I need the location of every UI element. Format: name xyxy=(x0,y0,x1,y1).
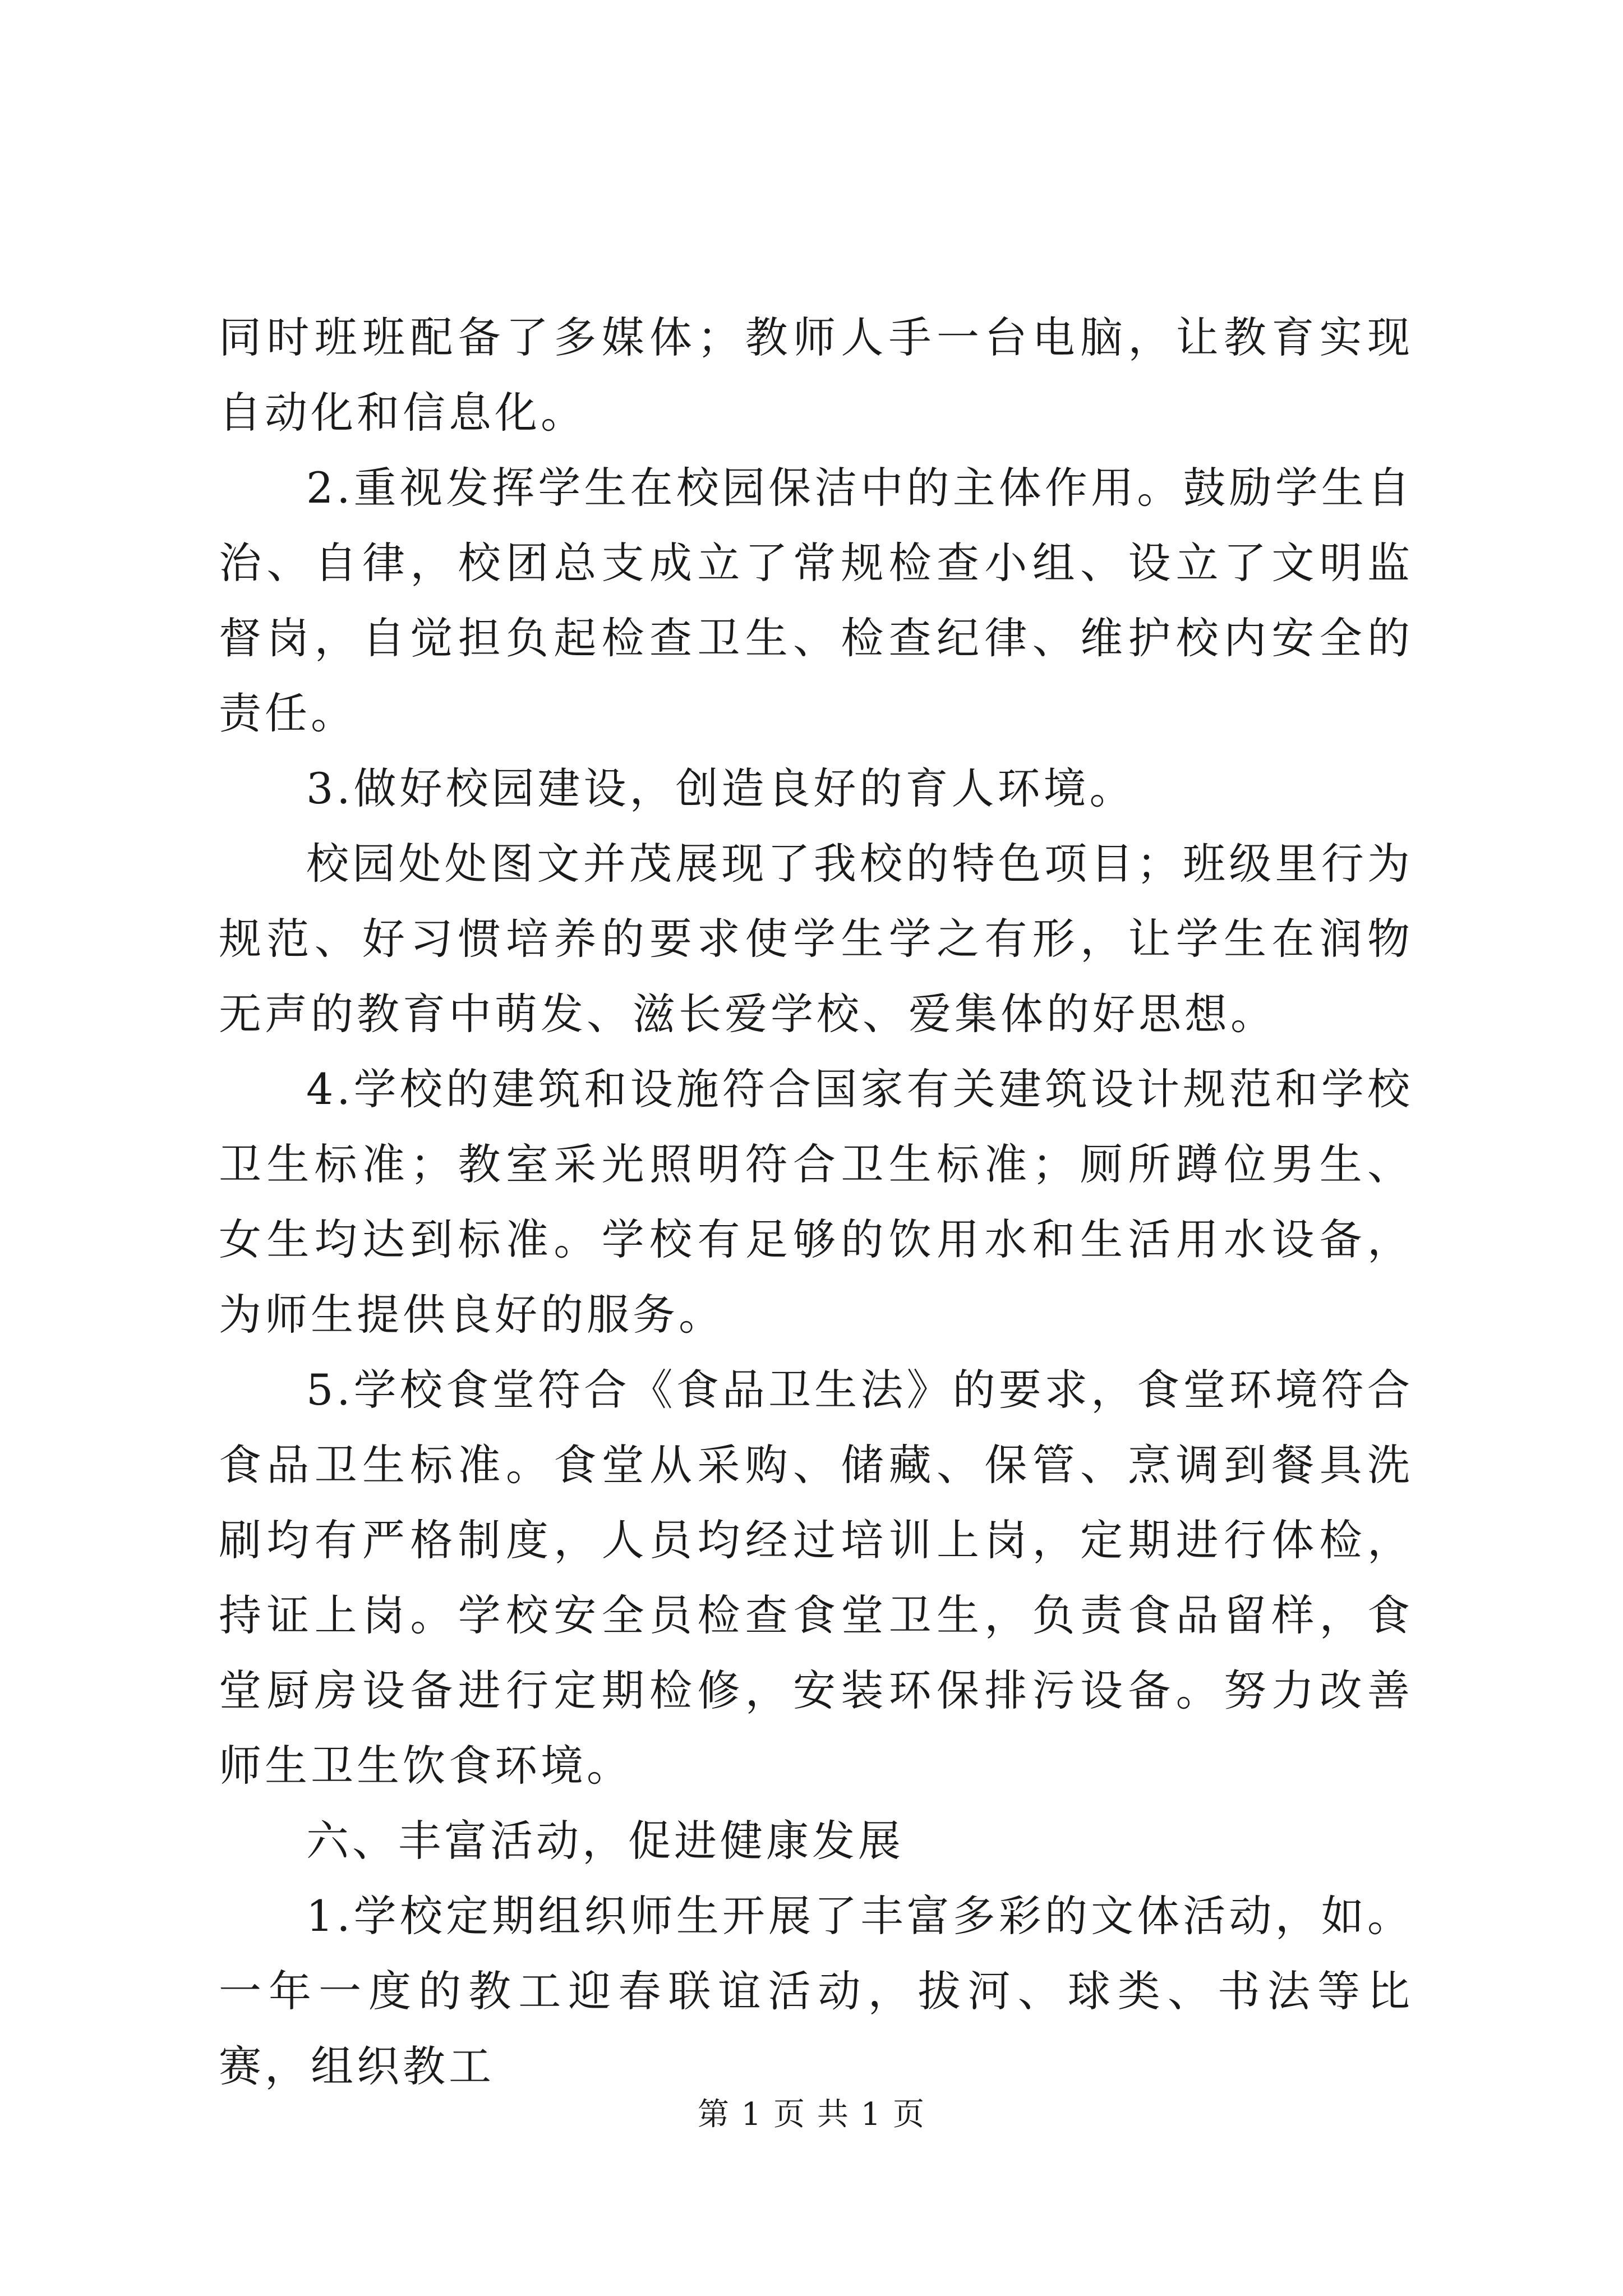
paragraph-item-2: 2.重视发挥学生在校园保洁中的主体作用。鼓励学生自治、自律，校团总支成立了常规检查小组、设立了文明监督岗，自觉担负起检查卫生、检查纪律、维护校内安全的责任。 xyxy=(219,463,1413,738)
paragraph-campus: 校园处处图文并茂展现了我校的特色项目；班级里行为规范、好习惯培养的要求使学生学之有形，让学生在润物无声的教育中萌发、滋长爱学校、爱集体的好思想。 xyxy=(219,839,1413,1039)
document-body xyxy=(219,300,1413,2104)
paragraph-activities-1: 1.学校定期组织师生开展了丰富多彩的文体活动，如。一年一度的教工迎春联谊活动，拔河、球类、书法等比赛，组织教工 xyxy=(219,1891,1413,2091)
paragraph-item-4: 4.学校的建筑和设施符合国家有关建筑设计规范和学校卫生标准；教室采光照明符合卫生标准；厕所蹲位男生、女生均达到标准。学校有足够的饮用水和生活用水设备，为师生提供良好的服务。 xyxy=(219,1064,1413,1340)
page-footer: 第 1 页 共 1 页 xyxy=(697,2096,926,2133)
paragraph-continuation: 同时班班配备了多媒体；教师人手一台电脑，让教育实现自动化和信息化。 xyxy=(219,312,1413,438)
section-heading-six: 六、丰富活动，促进健康发展 xyxy=(306,1816,904,1866)
paragraph-item-5: 5.学校食堂符合《食品卫生法》的要求，食堂环境符合食品卫生标准。食堂从采购、储藏、保管、烹调到餐具洗刷均有严格制度，人员均经过培训上岗，定期进行体检，持证上岗。学校安全员检查食堂卫生，负责食品留样，食堂厨房设备进行定期检修，安装环保排污设备。努力改善师生卫生饮食环境。 xyxy=(219,1365,1413,1791)
paragraph-item-3: 3.做好校园建设，创造良好的育人环境。 xyxy=(306,763,1136,813)
